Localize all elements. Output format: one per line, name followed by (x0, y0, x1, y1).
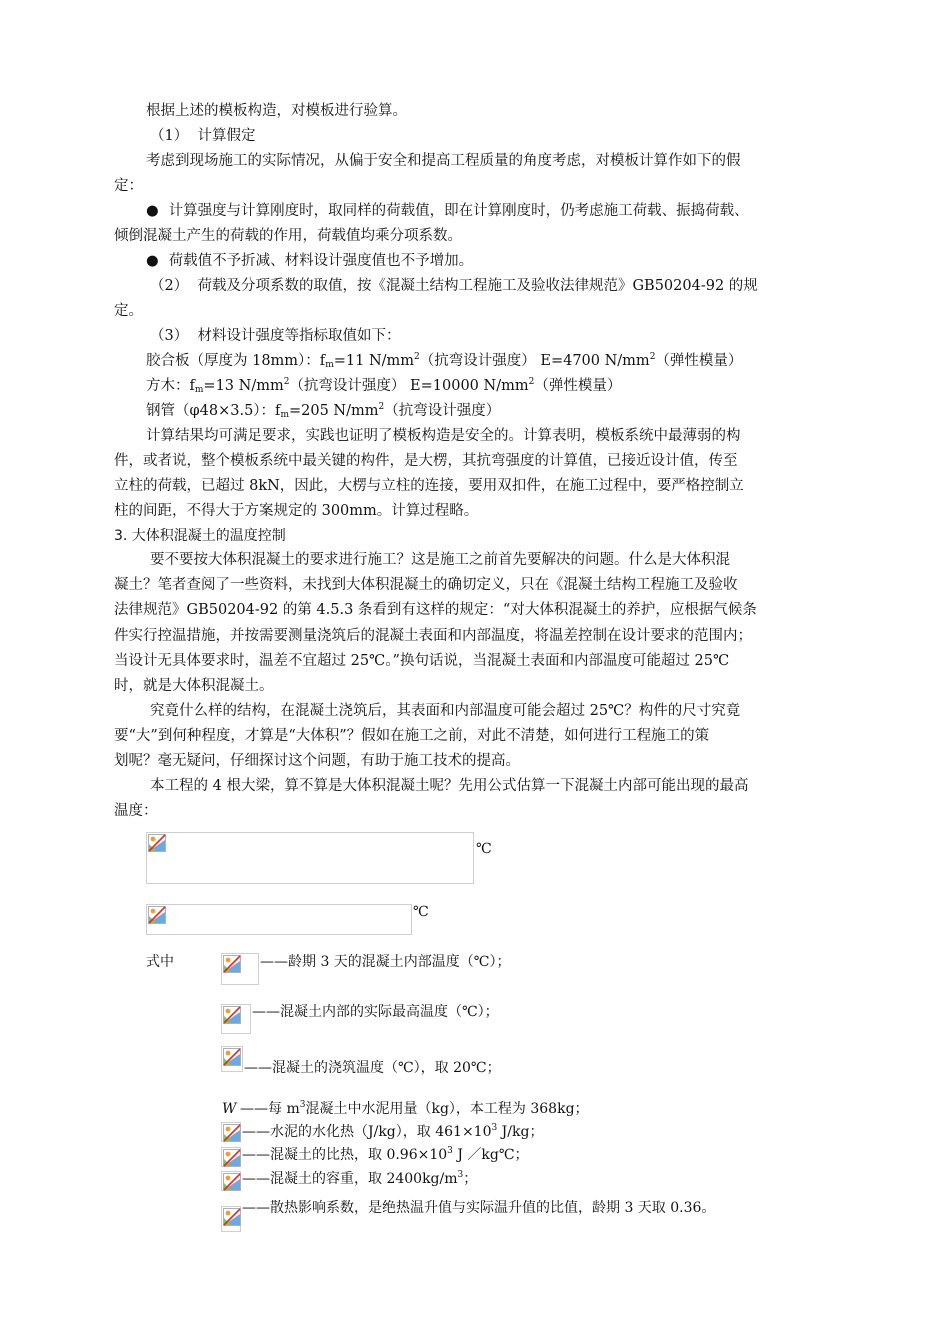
broken-image-icon (223, 955, 241, 973)
symbol-image (221, 953, 259, 985)
formula-image-2 (146, 904, 412, 935)
paragraph-line: 时，就是大体积混凝土。 (114, 678, 274, 694)
bullet-item: ● 荷载值不予折减、材料设计强度值也不予增加。 (146, 253, 474, 269)
paragraph-line: 件实行控温措施，并按需要测量浇筑后的混凝土表面和内部温度，将温差控制在设计要求的范围内； (114, 628, 752, 644)
broken-image-icon (223, 1149, 241, 1167)
broken-image-icon (148, 906, 166, 924)
definition-line: ——混凝土的容重，取 $2400kg/m^3$； (242, 1170, 478, 1187)
paragraph-line: 考虑到现场施工的实际情况，从偏于安全和提高工程质量的角度考虑，对模板计算作如下的假 (146, 153, 741, 169)
where-label: 式中 (146, 954, 174, 970)
unit-celsius: ℃ (476, 841, 492, 857)
paragraph-line: 要“大”到何种程度，才算是“大体积”？假如在施工之前，对此不清楚，如何进行工程施工的策 (114, 728, 710, 744)
symbol-image (221, 1122, 241, 1142)
broken-image-icon (223, 1208, 241, 1226)
paragraph-line: 定： (114, 178, 143, 194)
paragraph-line: 凝土？笔者查阅了一些资料，未找到大体积混凝土的确切定义，只在《混凝土结构工程施工及验收 (114, 577, 738, 593)
paragraph-line: 划呢？毫无疑问，仔细探讨这个问题，有助于施工技术的提高。 (114, 753, 520, 769)
unit-celsius: ℃ (413, 904, 429, 920)
broken-image-icon (223, 1006, 241, 1024)
paragraph-line: 计算结果均可满足要求，实践也证明了模板构造是安全的。计算表明，模板系统中最薄弱的构 (146, 428, 741, 444)
intro-line: 根据上述的模板构造，对模板进行验算。 (146, 103, 407, 119)
definition-line: ——水泥的水化热（J/kg），取 $461\times 10^3$ J/kg； (242, 1123, 544, 1140)
symbol-image (221, 1171, 241, 1191)
paragraph-line: 法律规范》GB50204-92 的第 4.5.3 条看到有这样的规定：“对大体积混凝土的养护，应根据气候条 (114, 602, 757, 618)
paragraph-line: 本工程的 4 根大梁，算不算是大体积混凝土呢？先用公式估算一下混凝土内部可能出现的最高 (150, 778, 749, 794)
definition-line: ——混凝土内部的实际最高温度（℃）； (252, 1004, 499, 1020)
definition-line: ——散热影响系数，是绝热温升值与实际温升值的比值，龄期 3 天取 0.36。 (242, 1200, 716, 1216)
section-1-heading: （1） 计算假定 (150, 128, 256, 144)
broken-image-icon (223, 1173, 241, 1191)
paragraph-line: 件，或者说，整个模板系统中最关键的构件，是大楞，其抗弯强度的计算值，已接近设计值，传至 (114, 453, 738, 469)
definition-line: ——混凝土的浇筑温度（℃），取 20℃； (244, 1060, 501, 1076)
section-2-line: 定。 (114, 303, 143, 319)
material-timber: 方木：$f_m=13$ $N/mm^2$（抗弯设计强度） E=10000 $N/mm^2$（弹性模量） (146, 377, 622, 395)
symbol-image (221, 1004, 251, 1034)
broken-image-icon (223, 1048, 241, 1066)
paragraph-line: 柱的间距，不得大于方案规定的 300mm。计算过程略。 (114, 503, 479, 519)
broken-image-icon (223, 1124, 241, 1142)
bullet-item-cont: 倾倒混凝土产生的荷载的作用，荷载值均乘分项系数。 (114, 228, 462, 244)
paragraph-line: 温度： (114, 803, 158, 819)
broken-image-icon (148, 834, 166, 852)
paragraph-line: 究竟什么样的结构，在混凝土浇筑后，其表面和内部温度可能会超过 25℃？构件的尺寸究竟 (150, 703, 741, 719)
definition-line: ——混凝土的比热，取 $0.96\times 10^3$ J ／kg℃； (242, 1146, 529, 1163)
section-2-line: （2） 荷载及分项系数的取值，按《混凝土结构工程施工及验收法律规范》GB50204-92 的规 (150, 278, 758, 294)
paragraph-line: 要不要按大体积混凝土的要求进行施工？这是施工之前首先要解决的问题。什么是大体积混 (150, 552, 730, 568)
section-3-heading: （3） 材料设计强度等指标取值如下： (150, 328, 401, 344)
symbol-image (221, 1147, 241, 1167)
section-heading-3: 3. 大体积混凝土的温度控制 (114, 528, 286, 544)
symbol-w: W (222, 1101, 237, 1117)
paragraph-line: 当设计无具体要求时，温差不宜超过 25℃。”换句话说，当混凝土表面和内部温度可能超过 25℃ (114, 653, 730, 669)
symbol-image (221, 1206, 241, 1232)
definition-line: ——每 $m^3$混凝土中水泥用量（kg），本工程为 368kg； (240, 1100, 589, 1117)
formula-image-1 (146, 832, 474, 884)
definition-line: ——龄期 3 天的混凝土内部温度（℃）； (260, 954, 511, 970)
material-plywood: 胶合板（厚度为 18mm）：$f_m=11$ $N/mm^2$（抗弯设计强度） E=4700 $N/mm^2$（弹性模量） (146, 352, 743, 370)
bullet-icon: ● (146, 253, 159, 269)
material-steel-pipe: 钢管（φ48×3.5）：$f_m=205$ $N/mm^2$（抗弯设计强度） (146, 402, 501, 420)
bullet-icon: ● (146, 203, 159, 219)
paragraph-line: 立柱的荷载，已超过 8kN，因此，大楞与立柱的连接，要用双扣件，在施工过程中，要严格控制立 (114, 478, 744, 494)
bullet-item: ● 计算强度与计算刚度时，取同样的荷载值，即在计算刚度时，仍考虑施工荷载、振捣荷载、 (146, 203, 749, 219)
symbol-image (221, 1046, 243, 1072)
